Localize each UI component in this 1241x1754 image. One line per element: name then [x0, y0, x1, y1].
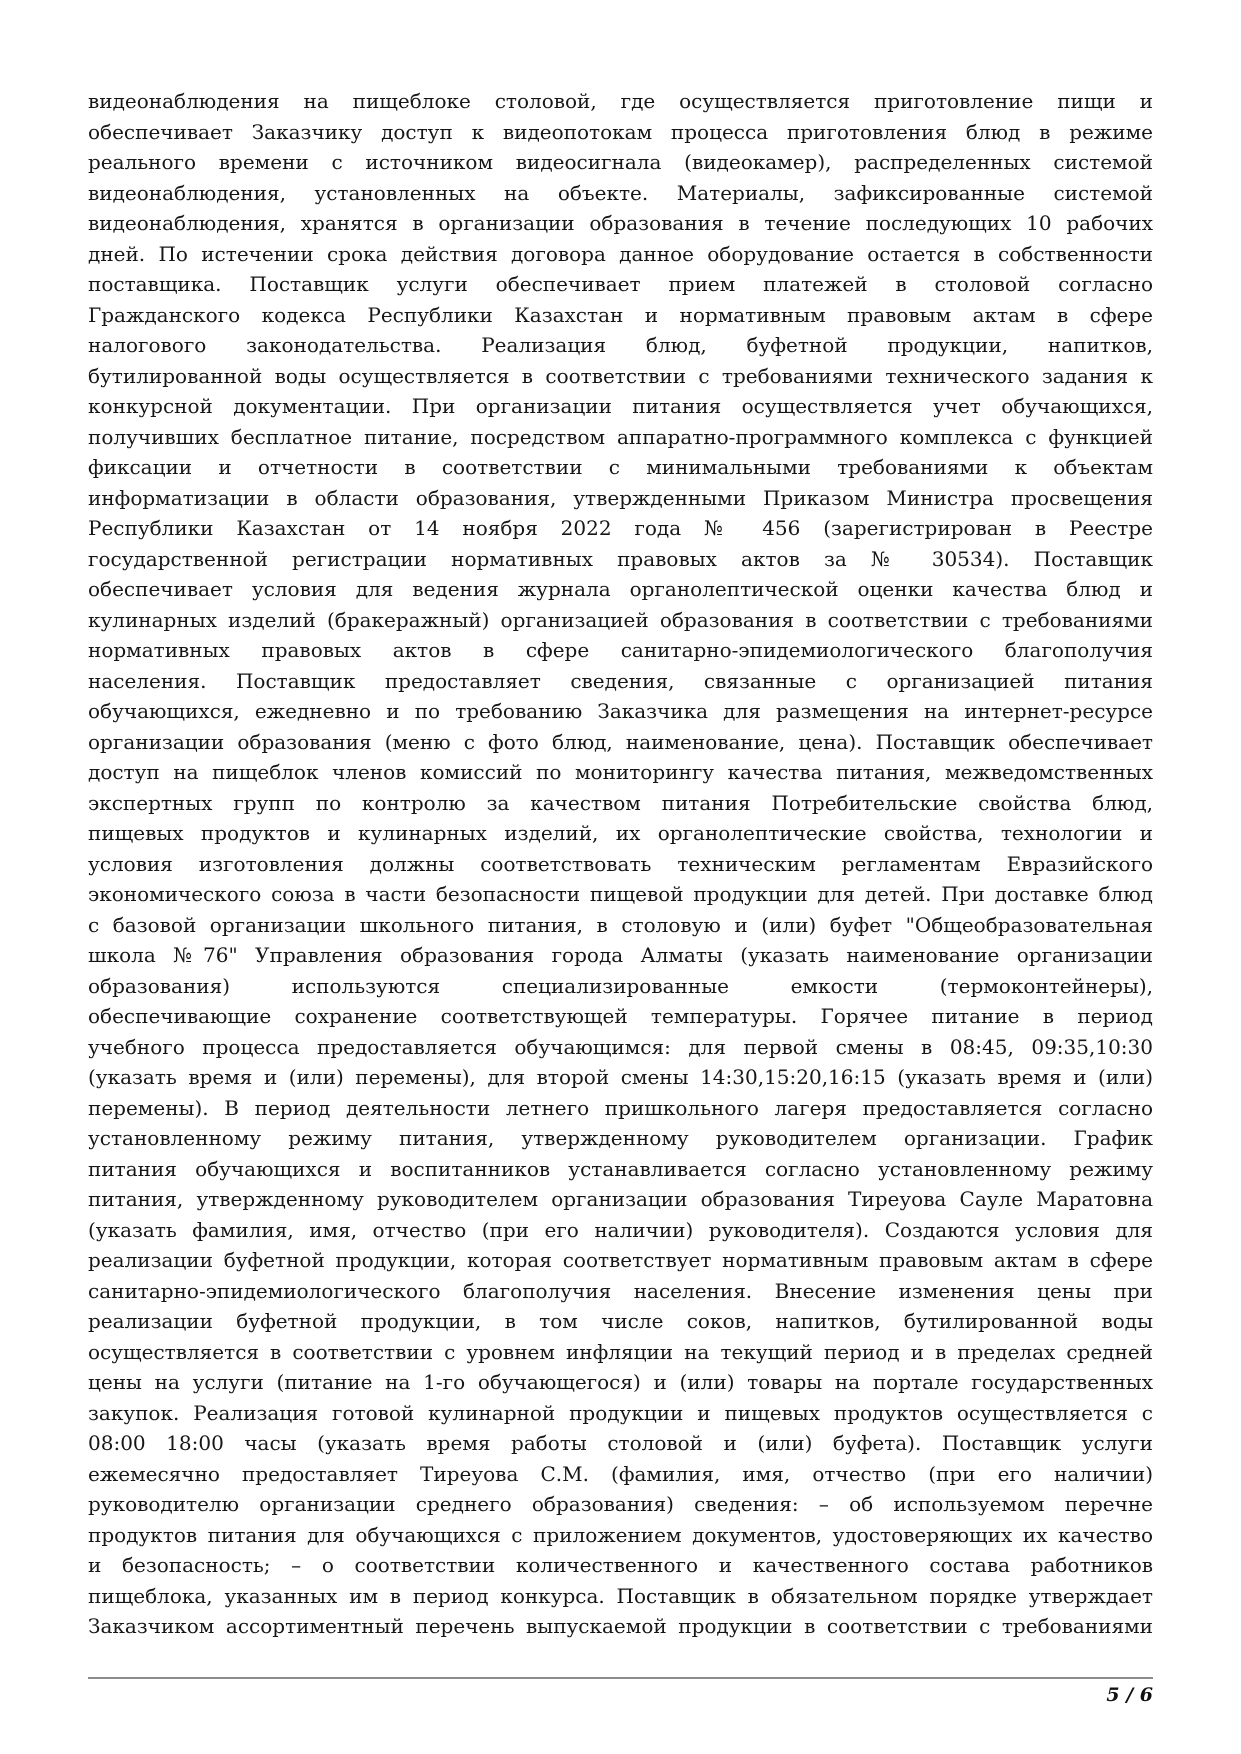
text-line: закупок. Реализация готовой кулинарной продукции и пищевых продуктов осуществляется с [88, 1400, 1153, 1425]
text-line: питания обучающихся и воспитанников устанавливается согласно установленному режиму [88, 1156, 1153, 1181]
text-line: обучающихся, ежедневно и по требованию Заказчика для размещения на интернет-ресурсе [88, 699, 1153, 723]
text-line: (указать фамилия, имя, отчество (при его наличии) руководителя). Создаются условия для [88, 1217, 1153, 1242]
text-line: организации образования (меню с фото блюд, наименование, цена). Поставщик обеспечивает [88, 729, 1153, 754]
text-line: (указать время и (или) перемены), для второй смены 14:30,15:20,16:15 (указать время и (или) [88, 1065, 1153, 1089]
text-line: и безопасность; – о соответствии количественного и качественного состава работников [88, 1553, 1153, 1577]
text-line: условия изготовления должны соответствовать техническим регламентам Евразийского [88, 851, 1153, 876]
text-line: школа №76" Управления образования города Алматы (указать наименование организации [88, 943, 1153, 967]
text-line: кулинарных изделий (бракеражный) организацией образования в соответствии с требованиями [88, 607, 1153, 632]
text-line: образования) используются специализированные емкости (термоконтейнеры), [88, 973, 1153, 998]
text-line: осуществляется в соответствии с уровнем инфляции на текущий период и в пределах средней [88, 1339, 1153, 1364]
text-line: ежемесячно предоставляет Тиреуова С.М. (фамилия, имя, отчество (при его наличии) [88, 1461, 1153, 1486]
text-line: реализации буфетной продукции, в том числе соков, напитков, бутилированной воды [88, 1309, 1153, 1333]
text-line: реализации буфетной продукции, которая соответствует нормативным правовым актам в сфере [88, 1248, 1153, 1272]
text-line: экономического союза в части безопасности пищевой продукции для детей. При доставке блюд [88, 882, 1153, 906]
footer-divider [88, 1677, 1153, 1679]
text-line: перемены). В период деятельности летнего пришкольного лагеря предоставляется согласно [88, 1095, 1153, 1120]
text-line: дней. По истечении срока действия договора данное оборудование остается в собственности [88, 241, 1153, 266]
text-line: питания, утвержденному руководителем организации образования Тиреуова Сауле Маратовна [88, 1187, 1153, 1211]
text-line: видеонаблюдения на пищеблоке столовой, где осуществляется приготовление пищи и [88, 89, 1153, 113]
text-line: установленному режиму питания, утвержденному руководителем организации. График [88, 1126, 1153, 1150]
text-line: государственной регистрации нормативных правовых актов за № 30534). Поставщик [88, 546, 1153, 571]
text-line: санитарно-эпидемиологического благополучия населения. Внесение изменения цены при [88, 1278, 1153, 1303]
text-line: получивших бесплатное питание, посредством аппаратно-программного комплекса с функцией [88, 424, 1153, 449]
text-line: населения. Поставщик предоставляет сведения, связанные с организацией питания [88, 668, 1153, 693]
text-line: обеспечивает Заказчику доступ к видеопотокам процесса приготовления блюд в режиме [88, 119, 1153, 144]
text-line: экспертных групп по контролю за качеством питания Потребительские свойства блюд, [88, 790, 1153, 815]
text-line: фиксации и отчетности в соответствии с минимальными требованиями к объектам [88, 455, 1153, 479]
text-line: с базовой организации школьного питания, в столовую и (или) буфет "Общеобразовательная [88, 912, 1153, 937]
text-line: учебного процесса предоставляется обучающимся: для первой смены в 08:45, 09:35,10:30 [88, 1034, 1153, 1059]
text-line: налогового законодательства. Реализация блюд, буфетной продукции, напитков, [88, 333, 1153, 357]
text-line: пищеблока, указанных им в период конкурса. Поставщик в обязательном порядке утверждает [88, 1583, 1153, 1608]
text-line: руководителю организации среднего образования) сведения: – об используемом перечне [88, 1492, 1153, 1516]
text-line: видеонаблюдения, хранятся в организации образования в течение последующих 10 рабочих [88, 211, 1153, 235]
text-line: видеонаблюдения, установленных на объекте. Материалы, зафиксированные системой [88, 180, 1153, 205]
text-line: обеспечивает условия для ведения журнала органолептической оценки качества блюд и [88, 577, 1153, 601]
text-line: Республики Казахстан от 14 ноября 2022 года № 456 (зарегистрирован в Реестре [88, 516, 1153, 540]
text-line: пищевых продуктов и кулинарных изделий, их органолептические свойства, технологии и [88, 821, 1153, 845]
text-line: 08:00 18:00 часы (указать время работы столовой и (или) буфета). Поставщик услуги [88, 1431, 1153, 1455]
contract-text-paragraph [88, 86, 1153, 1642]
text-line: доступ на пищеблок членов комиссий по мониторингу качества питания, межведомственных [88, 760, 1153, 784]
text-line: нормативных правовых актов в сфере санитарно-эпидемиологического благополучия [88, 638, 1153, 662]
text-line: реального времени с источником видеосигнала (видеокамер), распределенных системой [88, 150, 1153, 174]
text-line: конкурсной документации. При организации питания осуществляется учет обучающихся, [88, 394, 1153, 418]
text-line: обеспечивающие сохранение соответствующей температуры. Горячее питание в период [88, 1004, 1153, 1028]
text-line: Гражданского кодекса Республики Казахстан и нормативным правовым актам в сфере [88, 302, 1153, 327]
text-line: продуктов питания для обучающихся с приложением документов, удостоверяющих их качество [88, 1522, 1153, 1547]
text-line: цены на услуги (питание на 1-го обучающегося) и (или) товары на портале государственных [88, 1370, 1153, 1394]
text-line: поставщика. Поставщик услуги обеспечивает прием платежей в столовой согласно [88, 272, 1153, 296]
page-number: 5 / 6 [1106, 1684, 1153, 1706]
text-line: Заказчиком ассортиментный перечень выпускаемой продукции в соответствии с требованиями [88, 1614, 1153, 1638]
text-line: информатизации в области образования, утвержденными Приказом Министра просвещения [88, 485, 1153, 510]
text-line: бутилированной воды осуществляется в соответствии с требованиями технического задания к [88, 363, 1153, 388]
